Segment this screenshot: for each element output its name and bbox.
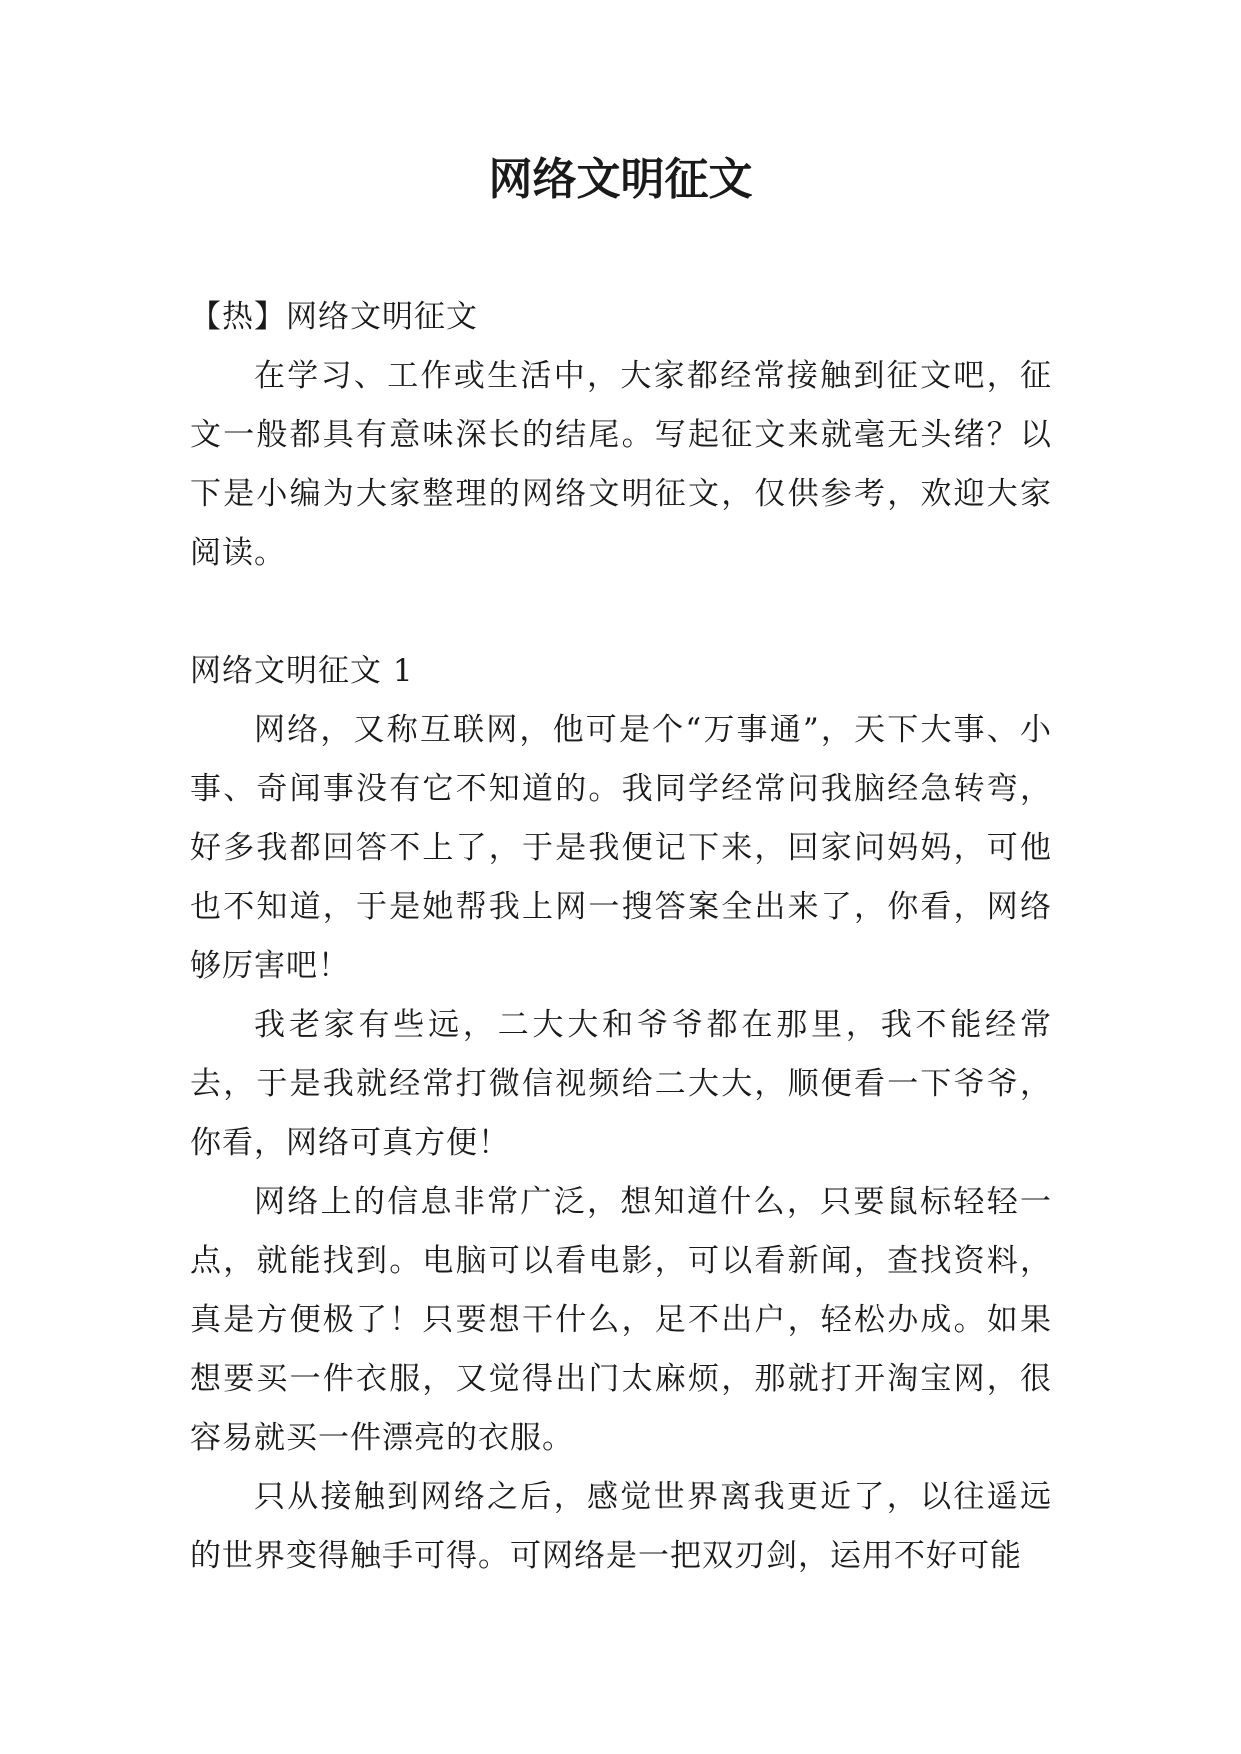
section-heading: 网络文明征文 1: [190, 653, 414, 689]
document-title: 网络文明征文: [488, 154, 753, 205]
body-paragraph-1: 网络，又称互联网，他可是个“万事通”，天下大事、小事、奇闻事没有它不知道的。我同学经常问我脑经急转弯，好多我都回答不上了，于是我便记下来，回家问妈妈，可他也不知道，于是她帮我上网一搜答案全出来了，你看，网络够厉害吧！: [190, 712, 1052, 984]
body-paragraph-4: 只从接触到网络之后，感觉世界离我更近了，以往遥远的世界变得触手可得。可网络是一把双刃剑，运用不好可能: [190, 1479, 1052, 1574]
body-paragraph-2: 我老家有些远，二大大和爷爷都在那里，我不能经常去，于是我就经常打微信视频给二大大，顺便看一下爷爷，你看，网络可真方便！: [190, 1007, 1052, 1161]
body-paragraph-3: 网络上的信息非常广泛，想知道什么，只要鼠标轻轻一点，就能找到。电脑可以看电影，可以看新闻，查找资料，真是方便极了！只要想干什么，足不出户，轻松办成。如果想要买一件衣服，又觉得出门太麻烦，那就打开淘宝网，很容易就买一件漂亮的衣服。: [190, 1184, 1052, 1456]
intro-paragraph: 在学习、工作或生活中，大家都经常接触到征文吧，征文一般都具有意味深长的结尾。写起征文来就毫无头绪？以下是小编为大家整理的网络文明征文，仅供参考，欢迎大家阅读。: [190, 358, 1052, 571]
document-subtitle: 【热】网络文明征文: [190, 299, 478, 335]
document-body: [190, 288, 1052, 1586]
